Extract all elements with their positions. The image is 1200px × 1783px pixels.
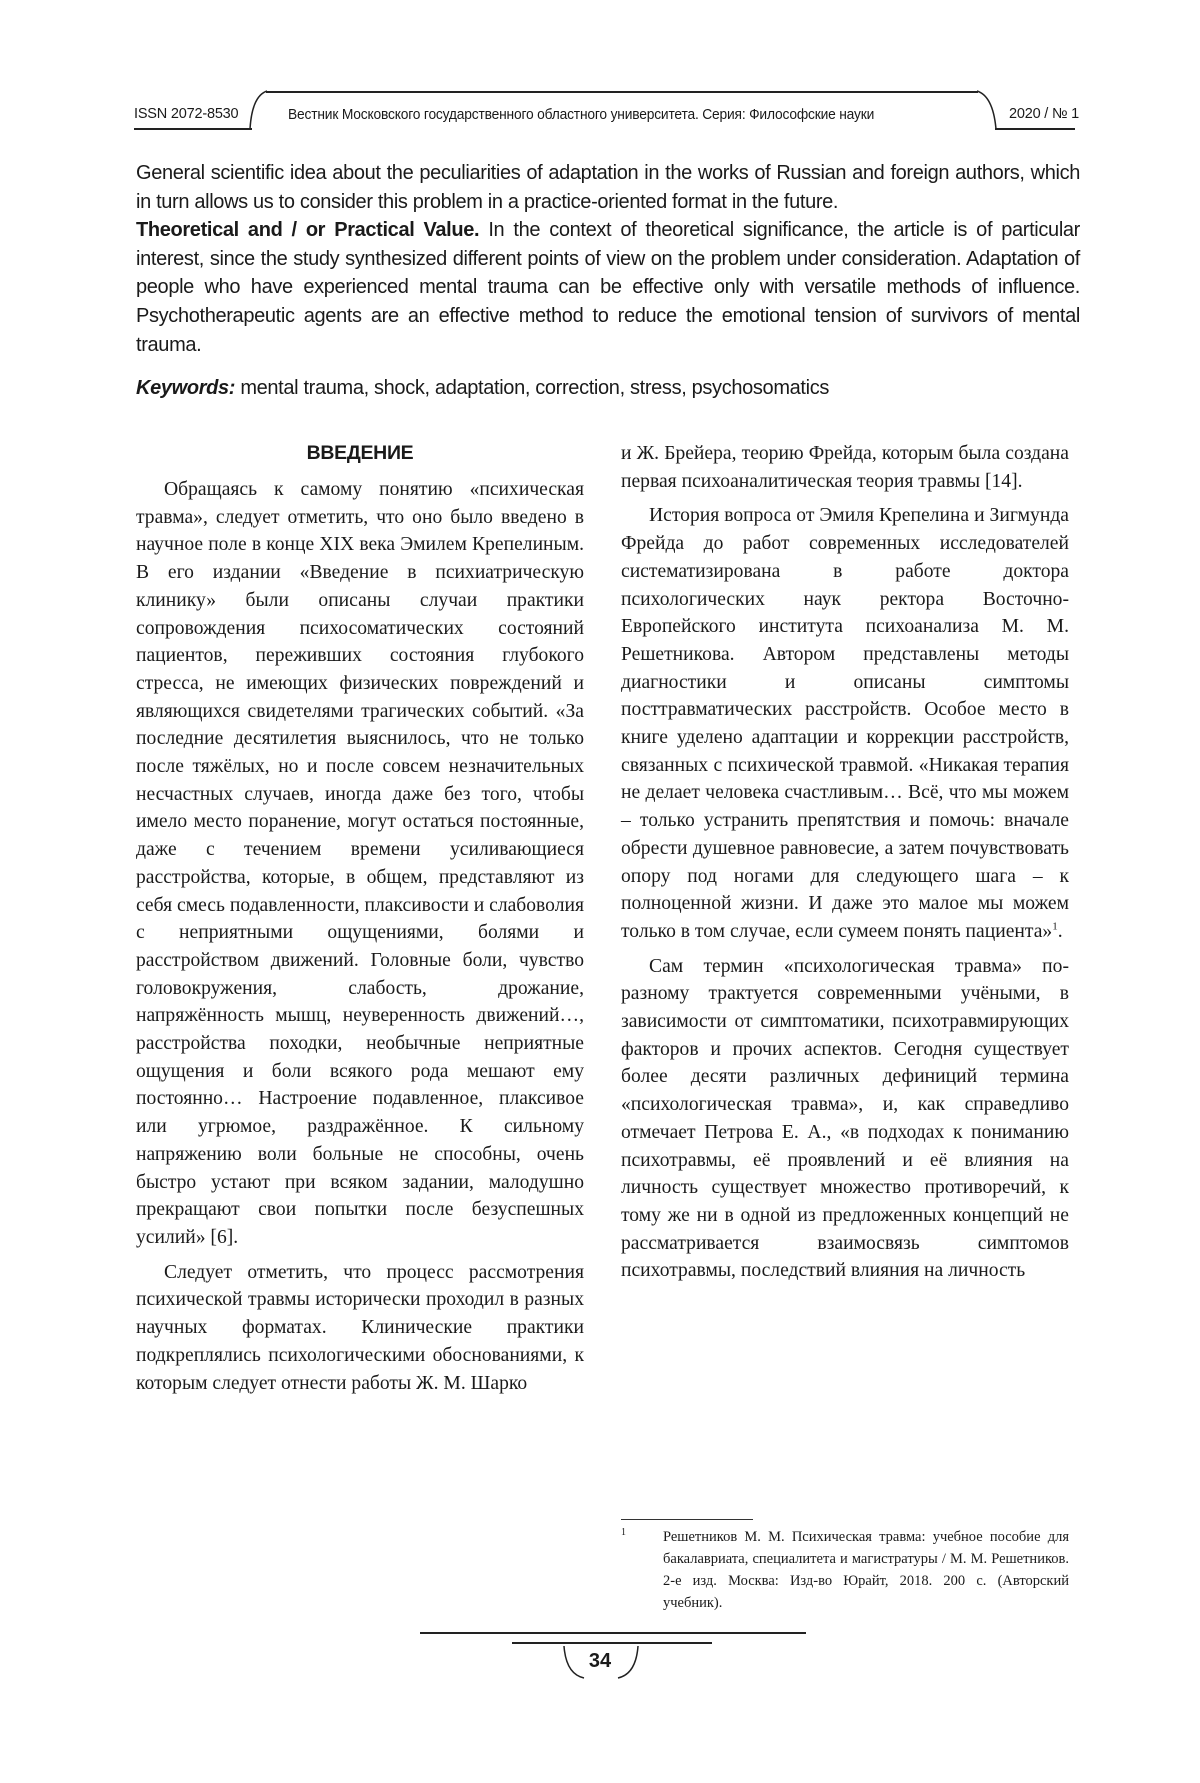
keywords: [136, 374, 1080, 402]
header-rule-left: [134, 128, 252, 130]
section-title: ВВЕДЕНИЕ: [136, 440, 584, 466]
keywords-label: Keywords:: [136, 377, 235, 399]
keywords-text: mental trauma, shock, adaptation, correction, stress, psychosomatics: [235, 377, 829, 399]
abstract-block: [136, 159, 1080, 359]
journal-title: Вестник Московского государственного областного университета. Серия: Философские науки: [288, 106, 874, 123]
issn: ISSN 2072-8530: [134, 106, 238, 122]
footnote-rule: [621, 1519, 753, 1520]
body-column-right: [621, 440, 1069, 1292]
header-curve-right: [976, 90, 998, 130]
footnote: [621, 1526, 1069, 1614]
abstract-paragraph: General scientific idea about the peculiarities of adaptation in the works of Russian and foreign authors, which in turn allows us to consider this problem in a practice-oriented format in the future.: [136, 159, 1080, 216]
header-curve-left: [248, 90, 268, 130]
footnote-mark: 1: [621, 1522, 626, 1544]
journal-page: [0, 0, 1200, 1783]
body-paragraph: [621, 502, 1069, 945]
significance-label: Theoretical and / or Practical Value.: [136, 219, 479, 241]
quote-end: .: [1058, 921, 1063, 942]
body-paragraph: Сам термин «психологическая травма» по-разному трактуется современными учёными, в зависимости от симптоматики, психотравмирующих факторов и прочих аспектов. Сегодня существует более десяти различных дефиниций термина «психологическая травма», и, как справедливо отмечает Петрова Е. А., «в подходах к пониманию психотравмы, её проявлений и её влияния на личность существует множество противоречий, к тому же ни в одной из предложенных концепций не рассматривается взаимосвязь симптомов психотравмы, последствий влияния на личность: [621, 953, 1069, 1285]
footer-rule-long: [420, 1632, 806, 1634]
abstract-significance: [136, 216, 1080, 359]
significance-text: In the context of theoretical significance, the article is of particular interest, since the study synthesized different points of view on the problem under consideration. Adaptation of people who have experienced mental trauma can be effective only with versatile methods of influence. Psychotherapeutic agents are an effective method to reduce the emotional tension of survivors of mental trauma.: [136, 219, 1080, 355]
quote-text: История вопроса от Эмиля Крепелина и Зигмунда Фрейда до работ современных исследователей систематизирована в работе доктора психологических наук ректора Восточно-Европейского института психоанализа М. М. Решетникова. Автором представлены методы диагностики и описаны симптомы посттравматических расстройств. Особое место в книге уделено адаптации и коррекции расстройств, связанных с психической травмой. «Никакая терапия не делает человека счастливым… Всё, что мы можем – только устранить препятствия и помочь: вначале обрести душевное равновесие, а затем почувствовать опору под ногами для следующего шага – к полноценной жизни. И даже это малое мы можем только в том случае, если сумеем понять пациента»: [621, 505, 1069, 942]
body-column-left: [136, 440, 584, 1404]
issue-number: 2020 / № 1: [1009, 106, 1079, 122]
header-rule-right: [995, 128, 1075, 130]
footnote-text: Решетников М. М. Психическая травма: учебное пособие для бакалавриата, специалитета и магистратуры / М. М. Решетников. 2-е изд. Москва: Изд-во Юрайт, 2018. 200 с. (Авторский учебник).: [663, 1526, 1069, 1614]
footnote-ref[interactable]: 1: [1052, 920, 1058, 932]
body-paragraph: и Ж. Брейера, теорию Фрейда, которым была создана первая психоаналитическая теория травмы [14].: [621, 440, 1069, 495]
body-paragraph: Следует отметить, что процесс рассмотрения психической травмы исторически проходил в разных научных форматах. Клинические практики подкреплялись психологическими обоснованиями, к которым следует отнести работы Ж. М. Шарко: [136, 1259, 584, 1398]
page-number: 34: [570, 1650, 630, 1673]
body-paragraph: Обращаясь к самому понятию «психическая травма», следует отметить, что оно было введено в научное поле в конце XIX века Эмилем Крепелиным. В его издании «Введение в психиатрическую клинику» были описаны случаи практики сопровождения психосоматических состояний пациентов, переживших состояния глубокого стресса, не имеющих физических повреждений и являющихся свидетелями трагических событий. «За последние десятилетия выяснилось, что не только после тяжёлых, но и после совсем незначительных несчастных случаев, иногда даже без того, чтобы имело место поранение, могут остаться постоянные, даже с течением времени усиливающиеся расстройства, которые, в общем, представляют из себя смесь подавленности, плаксивости и слабоволия с неприятными ощущениями, болями и расстройством движений. Головные боли, чувство головокружения, слабость, дрожание, напряжённость мышц, неуверенность движений…, расстройства походки, необычные неприятные ощущения и боли всякого рода мешают ему постоянно… Настроение подавленное, плаксивое или угрюмое, раздражённое. К сильному напряжению воли больные не способны, очень быстро устают при всяком задании, малодушно прекращают свои попытки после безуспешных усилий» [6].: [136, 476, 584, 1252]
header-rule-top: [266, 91, 978, 93]
